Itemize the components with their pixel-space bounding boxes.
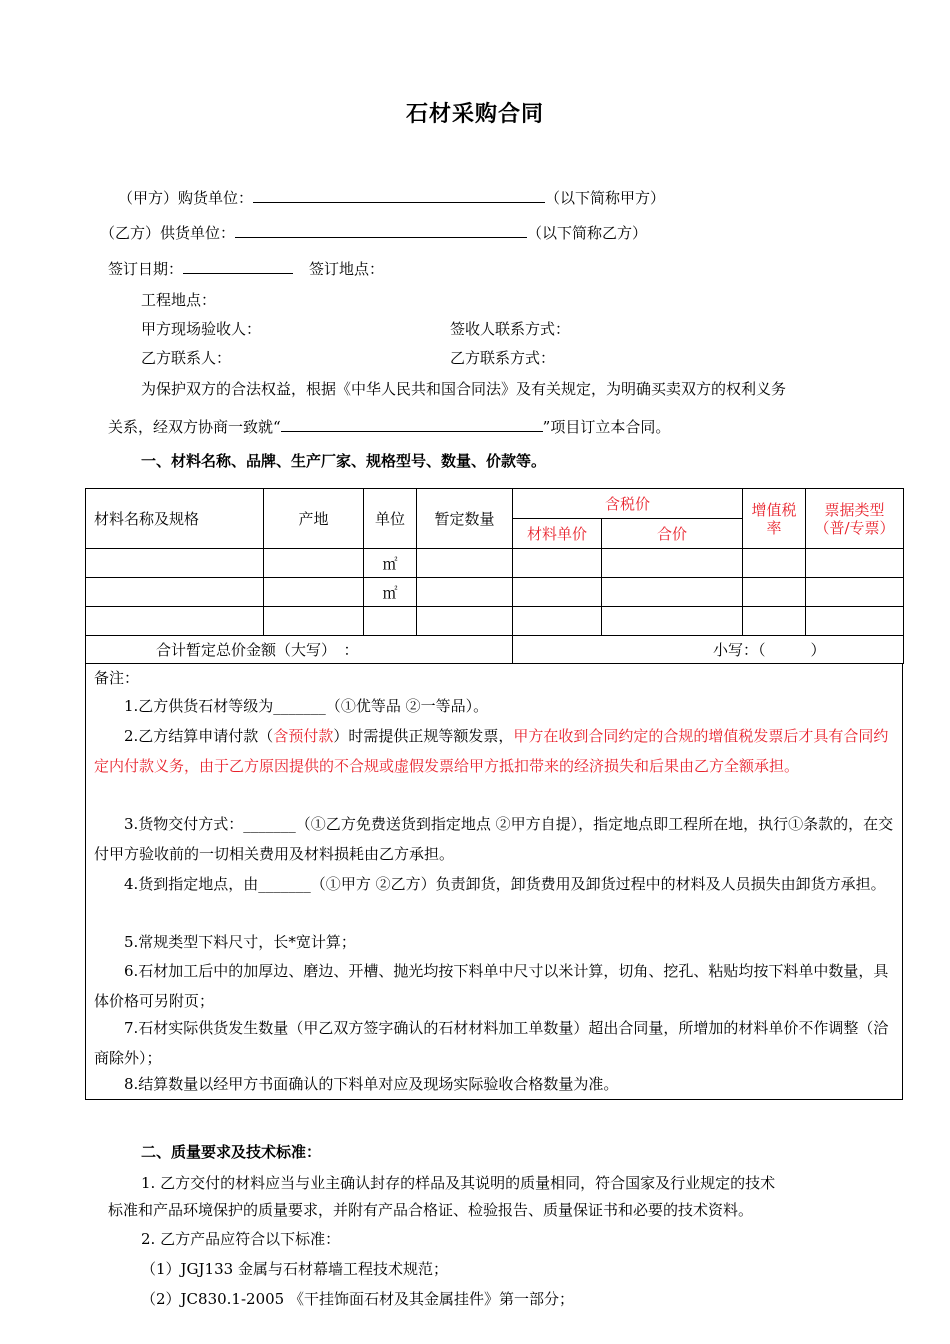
note-2-c: ）时需提供正规等额发票， xyxy=(333,727,514,745)
buyer-label: （甲方）购货单位： xyxy=(118,189,254,207)
header-unit: 单位 xyxy=(364,489,417,549)
receiver-contact-label: 签收人联系方式： xyxy=(450,320,571,338)
cell[interactable] xyxy=(743,578,806,607)
cell[interactable] xyxy=(86,578,264,607)
seller-label: （乙方）供货单位： xyxy=(100,224,236,242)
header-tax-incl-price: 含税价 xyxy=(513,489,743,519)
header-vat-rate: 增值税率 xyxy=(743,489,806,549)
note-2-a: 2.乙方结算申请付款（ xyxy=(124,727,274,745)
total-label: 合计暂定总价金额（大写） ： xyxy=(86,636,513,664)
intro-line-2 xyxy=(108,416,670,437)
notes-box xyxy=(85,663,903,1100)
sign-date-blank[interactable] xyxy=(183,259,293,274)
note-2-b: 含预付款 xyxy=(273,727,334,745)
cell[interactable] xyxy=(513,578,602,607)
intro-line-1: 为保护双方的合法权益，根据《中华人民共和国合同法》及有关规定，为明确买卖双方的权利义务 xyxy=(141,380,787,398)
note-5: 5.常规类型下料尺寸，长*宽计算； xyxy=(124,933,356,951)
seller-contact-person-label: 乙方联系人： xyxy=(141,349,232,367)
cell[interactable] xyxy=(264,578,364,607)
header-tentative-qty: 暂定数量 xyxy=(417,489,513,549)
note-4: 4.货到指定地点，由_______（①甲方 ②乙方）负责卸货，卸货费用及卸货过程中的材料及人员损失由卸货方承担。 xyxy=(124,875,886,893)
cell[interactable] xyxy=(743,607,806,636)
cell[interactable] xyxy=(602,578,743,607)
header-origin: 产地 xyxy=(264,489,364,549)
cell[interactable] xyxy=(417,607,513,636)
cell[interactable] xyxy=(806,578,904,607)
section-2-p1-line1: 1. 乙方交付的材料应当与业主确认封存的样品及其说明的质量相同，符合国家及行业规定的技术 xyxy=(141,1174,776,1192)
cell[interactable] xyxy=(86,549,264,578)
row-unit: ㎡ xyxy=(364,578,417,607)
project-name-blank[interactable] xyxy=(281,417,543,432)
cell[interactable] xyxy=(806,607,904,636)
total-row xyxy=(86,636,904,664)
buyer-suffix: （以下简称甲方） xyxy=(545,189,666,207)
cell[interactable] xyxy=(417,549,513,578)
seller-line xyxy=(100,222,647,243)
note-6: 6.石材加工后中的加厚边、磨边、开槽、抛光均按下料单中尺寸以米计算，切角、挖孔、粘贴均按下料单中数量，具体价格可另附页； xyxy=(94,962,889,1010)
section-2-p2: 2. 乙方产品应符合以下标准： xyxy=(141,1230,341,1248)
cell[interactable] xyxy=(743,549,806,578)
cell[interactable] xyxy=(513,607,602,636)
section-1-title: 一、材料名称、品牌、生产厂家、规格型号、数量、价款等。 xyxy=(141,452,547,470)
section-2-p1-line2: 标准和产品环境保护的质量要求，并附有产品合格证、检验报告、质量保证书和必要的技术资料。 xyxy=(108,1201,754,1219)
cell[interactable] xyxy=(513,549,602,578)
header-name-spec: 材料名称及规格 xyxy=(86,489,264,549)
note-1: 1.乙方供货石材等级为_______（①优等品 ②一等品）。 xyxy=(124,697,489,715)
cell[interactable] xyxy=(264,607,364,636)
buyer-blank[interactable] xyxy=(253,188,545,203)
notes-label: 备注： xyxy=(94,669,140,687)
row-unit: ㎡ xyxy=(364,549,417,578)
buyer-inspector-label: 甲方现场验收人： xyxy=(141,320,262,338)
header-invoice-type: 票据类型（普/专票） xyxy=(806,489,904,549)
cell[interactable] xyxy=(602,607,743,636)
intro-prefix: 关系，经双方协商一致就“ xyxy=(108,418,281,436)
sign-date-label: 签订日期： xyxy=(108,260,184,278)
note-2-d: 甲方在收到合同约定的合规的增值税发票后才具有合同约定内付款义务，由于乙方原因提供的不合规或虚假发票给甲方抵扣带来的经济损失和后果由乙方全额承担。 xyxy=(94,727,889,775)
materials-table xyxy=(85,488,904,664)
table-row xyxy=(86,549,904,578)
table-row xyxy=(86,607,904,636)
cell[interactable] xyxy=(86,607,264,636)
header-total-price: 合价 xyxy=(602,519,743,549)
seller-suffix: （以下简称乙方） xyxy=(527,224,648,242)
standard-2: （2）JC830.1-2005 《干挂饰面石材及其金属挂件》第一部分； xyxy=(141,1290,574,1308)
note-8: 8.结算数量以经甲方书面确认的下料单对应及现场实际验收合格数量为准。 xyxy=(124,1075,619,1093)
section-2-title: 二、质量要求及技术标准： xyxy=(141,1143,322,1161)
cell[interactable] xyxy=(602,549,743,578)
note-7: 7.石材实际供货发生数量（甲乙双方签字确认的石材材料加工单数量）超出合同量，所增加的材料单价不作调整（洽商除外）； xyxy=(94,1019,889,1067)
small-label: 小写：（ ） xyxy=(513,636,904,664)
cell[interactable] xyxy=(417,578,513,607)
buyer-line xyxy=(118,187,665,208)
standard-1: （1）JGJ133 金属与石材幕墙工程技术规范； xyxy=(141,1260,448,1278)
header-unit-price: 材料单价 xyxy=(513,519,602,549)
sign-line xyxy=(108,258,384,279)
project-place-label: 工程地点： xyxy=(141,291,217,309)
row-unit xyxy=(364,607,417,636)
note-3: 3.货物交付方式：_______（①乙方免费送货到指定地点 ②甲方自提），指定地点即工程所在地，执行①条款的，在交付甲方验收前的一切相关费用及材料损耗由乙方承担。 xyxy=(94,815,894,863)
cell[interactable] xyxy=(806,549,904,578)
seller-contact-label: 乙方联系方式： xyxy=(450,349,556,367)
page-title: 石材采购合同 xyxy=(405,102,544,127)
table-row xyxy=(86,578,904,607)
note-2 xyxy=(94,721,894,781)
cell[interactable] xyxy=(264,549,364,578)
intro-suffix: ”项目订立本合同。 xyxy=(542,418,671,436)
sign-place-label: 签订地点： xyxy=(309,260,385,278)
seller-blank[interactable] xyxy=(235,223,527,238)
